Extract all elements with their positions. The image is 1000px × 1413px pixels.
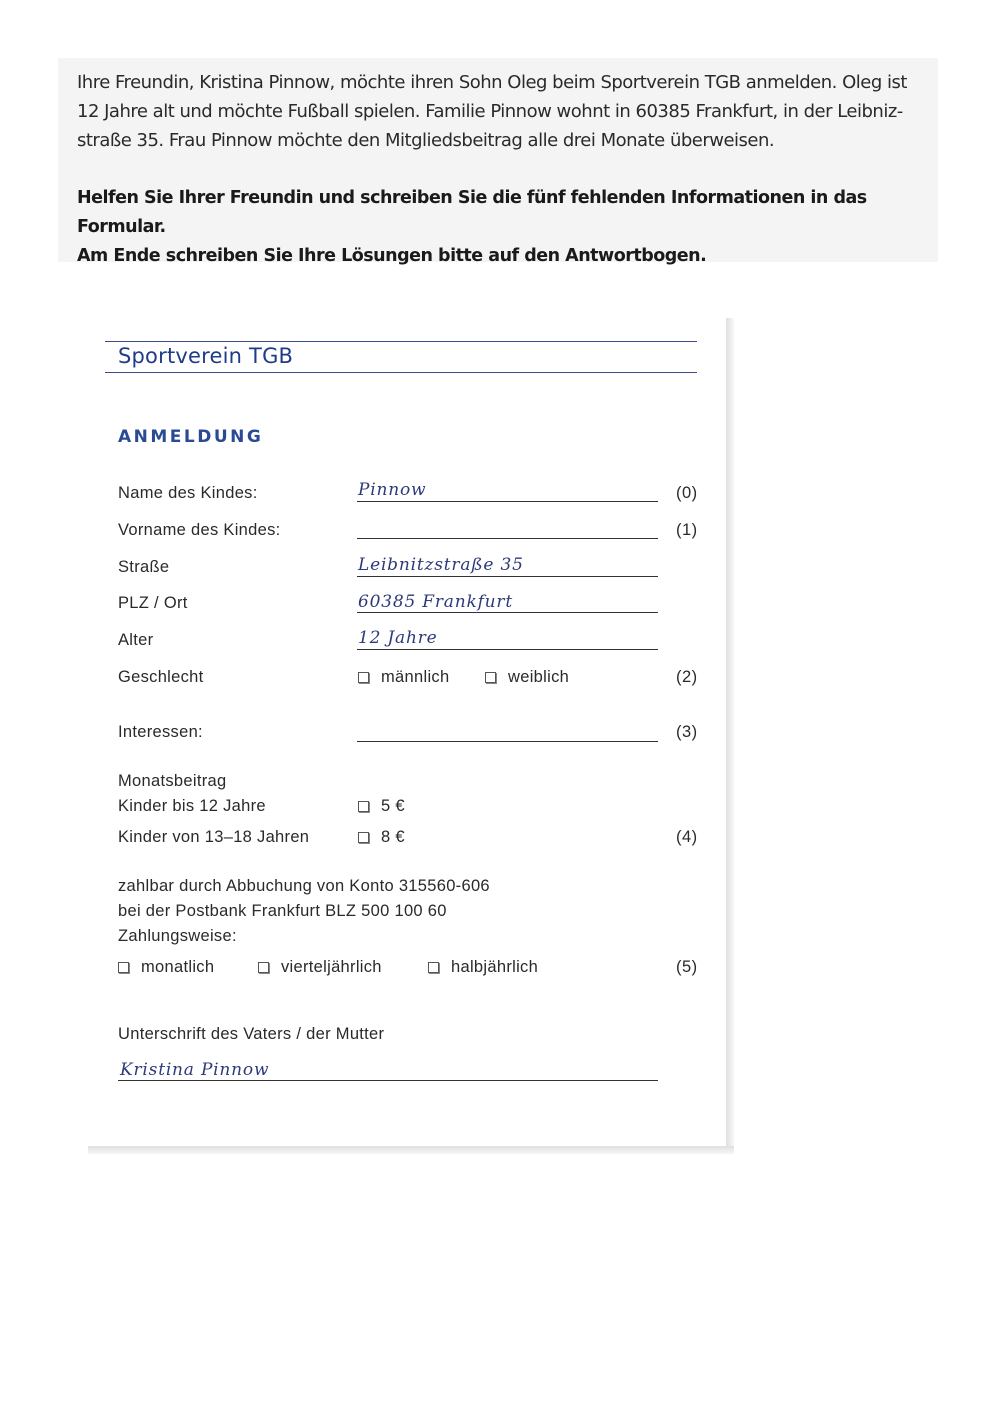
- alter-line: [357, 649, 658, 650]
- task-line: Am Ende schreiben Sie Ihre Lösungen bitte auf den Antwortbogen.: [77, 246, 707, 266]
- item-number-2: (2): [676, 668, 698, 686]
- intro-line: 12 Jahre alt und möchte Fußball spielen. Familie Pinnow wohnt in 60385 Frankfurt, in der Leibniz-: [77, 101, 903, 122]
- item-number-1: (1): [676, 521, 698, 539]
- form-shadow-bottom: [88, 1146, 734, 1154]
- vorname-field[interactable]: [357, 538, 658, 539]
- task-instructions: [77, 184, 932, 271]
- intro-paragraph: [77, 68, 922, 155]
- option-label: weiblich: [508, 668, 570, 686]
- task-line: Helfen Sie Ihrer Freundin und schreiben Sie die fünf fehlenden Informationen in das Formular.: [77, 188, 867, 237]
- beitrag-row1-label: Kinder bis 12 Jahre: [118, 797, 266, 815]
- name-line: [357, 501, 658, 502]
- plz-value: 60385 Frankfurt: [358, 592, 513, 612]
- form-title: Sportverein TGB: [118, 344, 294, 368]
- strasse-value: Leibnitzstraße 35: [358, 555, 524, 575]
- checkbox-icon: [258, 962, 269, 973]
- signature-label: Unterschrift des Vaters / der Mutter: [118, 1025, 385, 1043]
- form-shadow-right: [726, 318, 734, 1154]
- signature-line: [118, 1080, 658, 1081]
- strasse-label: Straße: [118, 558, 170, 576]
- beitrag-row2-label: Kinder von 13–18 Jahren: [118, 828, 310, 846]
- option-label: 5 €: [381, 797, 405, 815]
- checkbox-icon: [485, 672, 496, 683]
- option-label: vierteljährlich: [281, 958, 382, 976]
- title-rule-top: [105, 341, 697, 342]
- intro-line: Ihre Freundin, Kristina Pinnow, möchte ihren Sohn Oleg beim Sportverein TGB anmelden. Oleg ist: [77, 72, 907, 93]
- item-number-4: (4): [676, 828, 698, 846]
- checkbox-icon: [118, 962, 129, 973]
- name-label: Name des Kindes:: [118, 484, 258, 502]
- checkbox-icon: [428, 962, 439, 973]
- alter-label: Alter: [118, 631, 154, 649]
- option-label: 8 €: [381, 828, 405, 846]
- item-number-3: (3): [676, 723, 698, 741]
- option-label: monatlich: [141, 958, 215, 976]
- checkbox-halbjaehrlich[interactable]: [428, 958, 538, 977]
- payment-line-1: zahlbar durch Abbuchung von Konto 315560-606: [118, 877, 490, 895]
- item-number-0: (0): [676, 484, 698, 502]
- checkbox-monatlich[interactable]: [118, 958, 214, 977]
- interessen-field[interactable]: [357, 741, 658, 742]
- plz-label: PLZ / Ort: [118, 594, 188, 612]
- item-number-5: (5): [676, 958, 698, 976]
- checkbox-8-euro[interactable]: [358, 828, 405, 847]
- checkbox-weiblich[interactable]: [485, 668, 569, 687]
- payment-line-2: bei der Postbank Frankfurt BLZ 500 100 60: [118, 902, 447, 920]
- geschlecht-label: Geschlecht: [118, 668, 204, 686]
- beitrag-label: Monatsbeitrag: [118, 772, 227, 790]
- option-label: männlich: [381, 668, 450, 686]
- intro-line: straße 35. Frau Pinnow möchte den Mitgliedsbeitrag alle drei Monate überweisen.: [77, 130, 775, 151]
- checkbox-icon: [358, 832, 369, 843]
- checkbox-icon: [358, 801, 369, 812]
- alter-value: 12 Jahre: [358, 628, 438, 648]
- checkbox-icon: [358, 672, 369, 683]
- section-heading: ANMELDUNG: [118, 427, 264, 447]
- strasse-line: [357, 576, 658, 577]
- vorname-label: Vorname des Kindes:: [118, 521, 281, 539]
- checkbox-5-euro[interactable]: [358, 797, 405, 816]
- signature-value: Kristina Pinnow: [120, 1060, 270, 1080]
- plz-line: [357, 612, 658, 613]
- payment-line-3: Zahlungsweise:: [118, 927, 237, 945]
- checkbox-maennlich[interactable]: [358, 668, 449, 687]
- name-value: Pinnow: [358, 480, 427, 500]
- checkbox-vierteljaehrlich[interactable]: [258, 958, 382, 977]
- option-label: halbjährlich: [451, 958, 539, 976]
- title-rule-bottom: [105, 372, 697, 373]
- interessen-label: Interessen:: [118, 723, 203, 741]
